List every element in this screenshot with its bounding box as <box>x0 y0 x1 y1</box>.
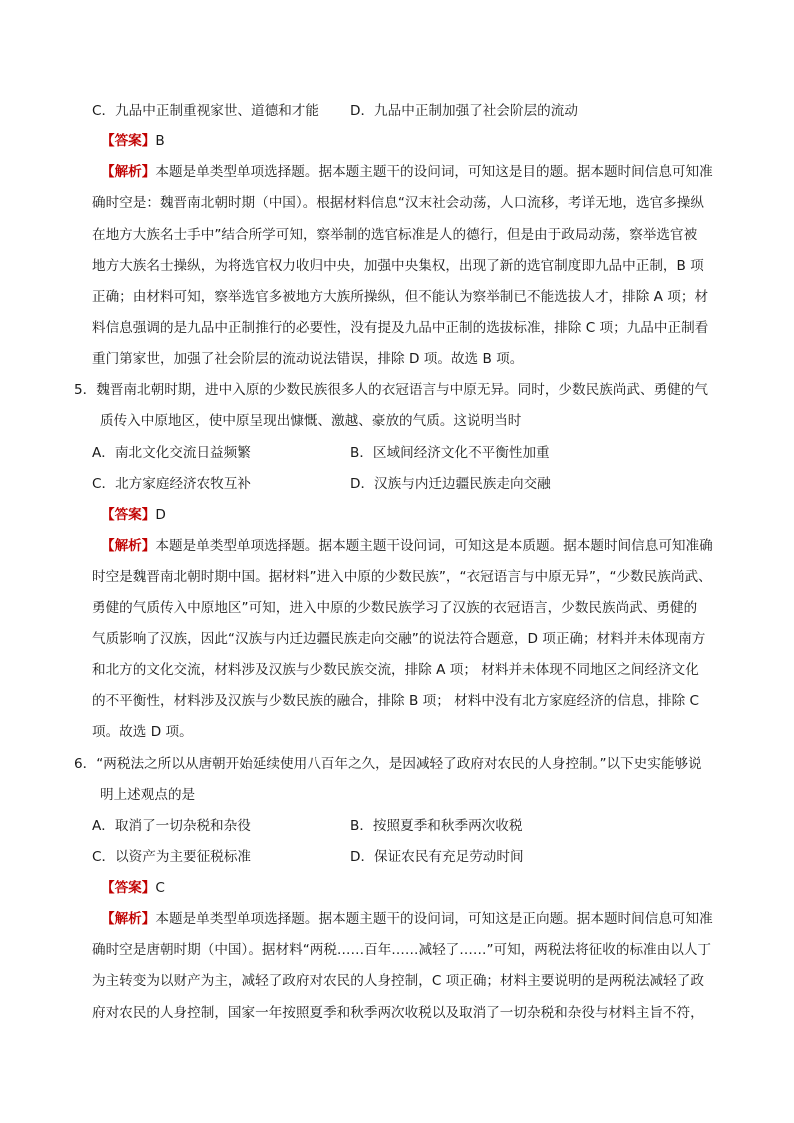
answer-value: D <box>155 507 166 523</box>
q6-option-b: B．按照夏季和秋季两次收税 <box>350 818 523 834</box>
analysis-text: 料信息强调的是九品中正制推行的必要性，没有提及九品中正制的选拔标准，排除 C 项；九品中正制看 <box>92 320 709 336</box>
q4-analysis-line <box>101 162 713 182</box>
analysis-text: 气质影响了汉族，因此“汉族与内迁边疆民族走向交融”的说法符合题意，D 项正确；材料并未体现南方 <box>92 631 706 647</box>
analysis-label: 【解析】 <box>101 911 156 927</box>
q4-answer-line <box>101 131 165 151</box>
q5-option-c: C．北方家庭经济农牧互补 <box>92 476 252 492</box>
q5-option-b: B．区域间经济文化不平衡性加重 <box>350 445 550 461</box>
analysis-text: 在地方大族名士手中”结合所学可知，察举制的选官标准是人的德行，但是由于政局动荡，察举选官被 <box>92 227 698 243</box>
analysis-text: 确时空是：魏晋南北朝时期（中国）。根据材料信息“汉末社会动荡，人口流移，考详无地，选官多操纵 <box>92 195 704 211</box>
analysis-text: 勇健的气质传入中原地区”可知，进入中原的少数民族学习了汉族的衣冠语言，少数民族尚武、勇健的 <box>92 600 698 616</box>
q5-analysis-line <box>101 536 713 556</box>
analysis-text: 为主转变为以财产为主，减轻了政府对农民的人身控制，C 项正确；材料主要说明的是两税法减轻了政 <box>92 973 704 989</box>
answer-value: B <box>155 133 165 149</box>
q4-option-d: D．九品中正制加强了社会阶层的流动 <box>350 103 578 119</box>
analysis-text: 项。故选 D 项。 <box>92 724 193 740</box>
analysis-text: 府对农民的人身控制，国家一年按照夏季和秋季两次收税以及取消了一切杂税和杂役与材料主旨不符， <box>92 1005 704 1021</box>
answer-label: 【答案】 <box>101 880 156 896</box>
q5-option-a: A．南北文化交流日益频繁 <box>92 445 251 461</box>
q6-stem: 6．“两税法之所以从唐朝开始延续使用八百年之久，是因减轻了政府对农民的人身控制。”以下史实能够说 <box>74 756 702 772</box>
analysis-label: 【解析】 <box>101 538 156 554</box>
q5-option-d: D．汉族与内迁边疆民族走向交融 <box>350 476 551 492</box>
analysis-text: 重门第家世，加强了社会阶层的流动说法错误，排除 D 项。故选 B 项。 <box>92 351 524 367</box>
analysis-text: 和北方的文化交流，材料涉及汉族与少数民族交流，排除 A 项； 材料并未体现不同地区之间经济文化 <box>92 662 699 678</box>
q6-option-a: A．取消了一切杂税和杂役 <box>92 818 251 834</box>
answer-label: 【答案】 <box>101 507 156 523</box>
answer-value: C <box>155 880 165 896</box>
q6-answer-line <box>101 878 165 898</box>
analysis-label: 【解析】 <box>101 164 156 180</box>
q6-analysis-line <box>101 909 713 929</box>
q5-answer-line <box>101 505 166 525</box>
analysis-text: 的不平衡性，材料涉及汉族与少数民族的融合，排除 B 项； 材料中没有北方家庭经济的信息，排除 C <box>92 693 700 709</box>
answer-label: 【答案】 <box>101 133 156 149</box>
analysis-text: 确时空是唐朝时期（中国）。据材料“两税……百年……减轻了……”可知，两税法将征收的标准由以人丁 <box>92 942 712 958</box>
analysis-text: 本题是单类型单项选择题。据本题主题干的设问词，可知这是目的题。据本题时间信息可知准 <box>155 164 713 180</box>
analysis-text: 地方大族名士操纵，为将选官权力收归中央，加强中央集权，出现了新的选官制度即九品中正制，B 项 <box>92 258 704 274</box>
q5-stem: 质传入中原地区，使中原呈现出慷慨、激越、豪放的气质。这说明当时 <box>100 413 522 429</box>
q5-stem: 5．魏晋南北朝时期，进中入原的少数民族很多人的衣冠语言与中原无异。同时，少数民族尚武、勇健的气 <box>74 382 708 398</box>
q6-option-d: D．保证农民有充足劳动时间 <box>350 849 524 865</box>
q6-stem: 明上述观点的是 <box>100 787 196 803</box>
q4-option-c: C．九品中正制重视家世、道德和才能 <box>92 103 319 119</box>
analysis-text: 时空是魏晋南北朝时期中国。据材料”进入中原的少数民族”，“衣冠语言与中原无异”，“少数民族尚武、 <box>92 569 712 585</box>
analysis-text: 本题是单类型单项选择题。据本题主题干的设问词，可知这是正向题。据本题时间信息可知准 <box>155 911 713 927</box>
analysis-text: 本题是单类型单项选择题。据本题主题干设问词，可知这是本质题。据本题时间信息可知准确 <box>155 538 713 554</box>
analysis-text: 正确；由材料可知，察举选官多被地方大族所操纵，但不能认为察举制已不能选拔人才，排除 A 项；材 <box>92 289 709 305</box>
q6-option-c: C．以资产为主要征税标准 <box>92 849 252 865</box>
